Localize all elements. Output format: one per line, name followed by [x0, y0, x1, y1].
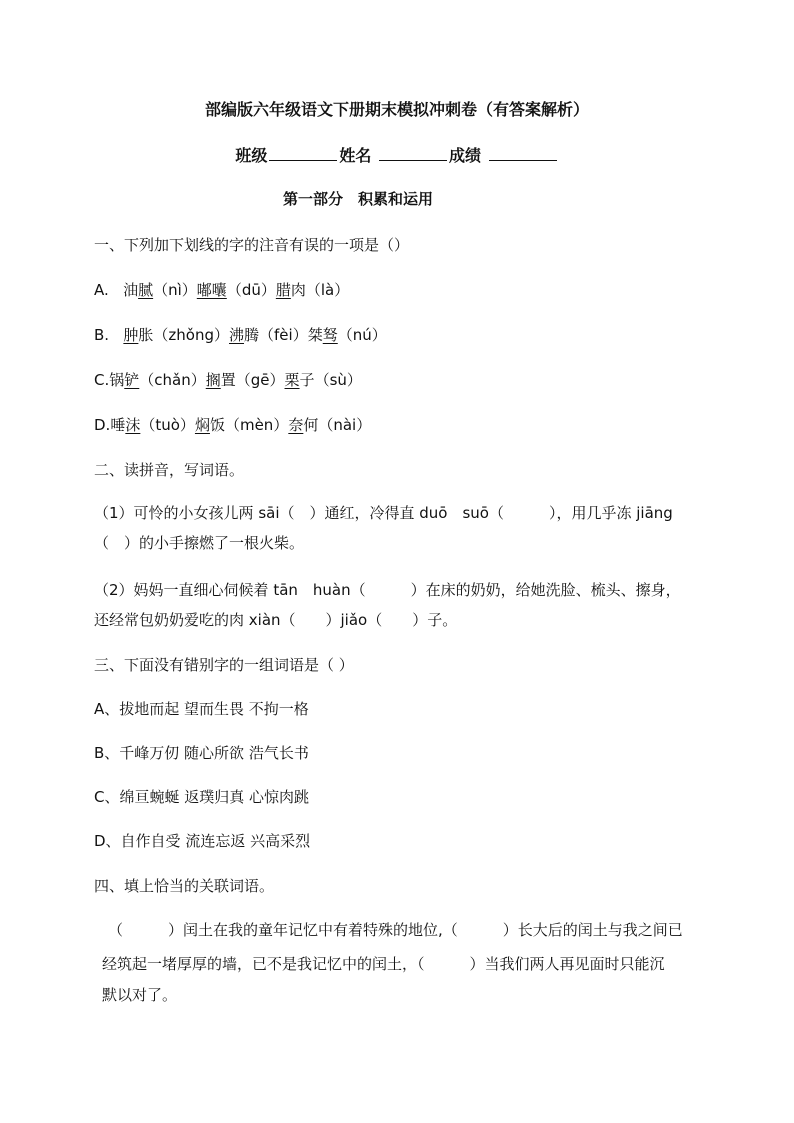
q2-sentence-1-line-1: （1）可怜的小女孩儿两 sāi（ ）通红，冷得直 duō suō（ ），用几乎冻 jiāng	[94, 504, 673, 522]
q4-line-1: （ ）闰土在我的童年记忆中有着特殊的地位,（ ）长大后的闰土与我之间已	[108, 921, 683, 939]
q2-sentence-2-line-2: 还经常包奶奶爱吃的肉 xiàn（ ）jiǎo（ ）子。	[94, 611, 458, 629]
name-blank[interactable]	[379, 146, 447, 161]
q1-stem: 一、下列加下划线的字的注音有误的一项是（）	[94, 236, 410, 254]
exam-title: 部编版六年级语文下册期末模拟冲刺卷（有答案解析）	[204, 100, 589, 119]
q3-option-c: C、绵亘蜿蜒 返璞归真 心惊肉跳	[94, 788, 310, 806]
score-blank[interactable]	[489, 146, 557, 161]
q3-option-a: A、拔地而起 望而生畏 不拘一格	[94, 700, 309, 718]
q4-line-2: 经筑起一堵厚厚的墙，已不是我记忆中的闰土，（ ）当我们两人再见面时只能沉	[102, 955, 665, 973]
q2-sentence-1-line-2: （ ）的小手擦燃了一根火柴。	[94, 534, 305, 552]
q1-option-a: A. 油腻（nì）嘟囔（dū）腊肉（là）	[94, 281, 350, 299]
q3-option-b: B、千峰万仞 随心所欲 浩气长书	[94, 744, 309, 762]
class-label: 班级	[235, 146, 268, 165]
q3-stem: 三、下面没有错别字的一组词语是（ ）	[94, 656, 354, 674]
q4-line-3: 默以对了。	[102, 986, 178, 1004]
score-label: 成绩	[449, 146, 482, 165]
q2-sentence-2-line-1: （2）妈妈一直细心伺候着 tān huàn（ ）在床的奶奶，给她洗脸、梳头、擦身，	[94, 581, 681, 599]
q1-option-b: B. 肿胀（zhǒng）沸腾（fèi）桀驽（nú）	[94, 326, 387, 344]
q2-stem: 二、读拼音，写词语。	[94, 461, 245, 479]
class-blank[interactable]	[269, 146, 337, 161]
q4-stem: 四、填上恰当的关联词语。	[94, 877, 275, 895]
q1-option-c: C.锅铲（chǎn）搁置（gē）栗子（sù）	[94, 371, 362, 389]
q1-option-d: D.唾沫（tuò）焖饭（mèn）奈何（nài）	[94, 416, 372, 434]
part-heading: 第一部分 积累和运用	[282, 190, 433, 208]
student-info-line	[0, 146, 794, 166]
name-label: 姓名	[339, 146, 372, 165]
q3-option-d: D、自作自受 流连忘返 兴高采烈	[94, 832, 311, 850]
